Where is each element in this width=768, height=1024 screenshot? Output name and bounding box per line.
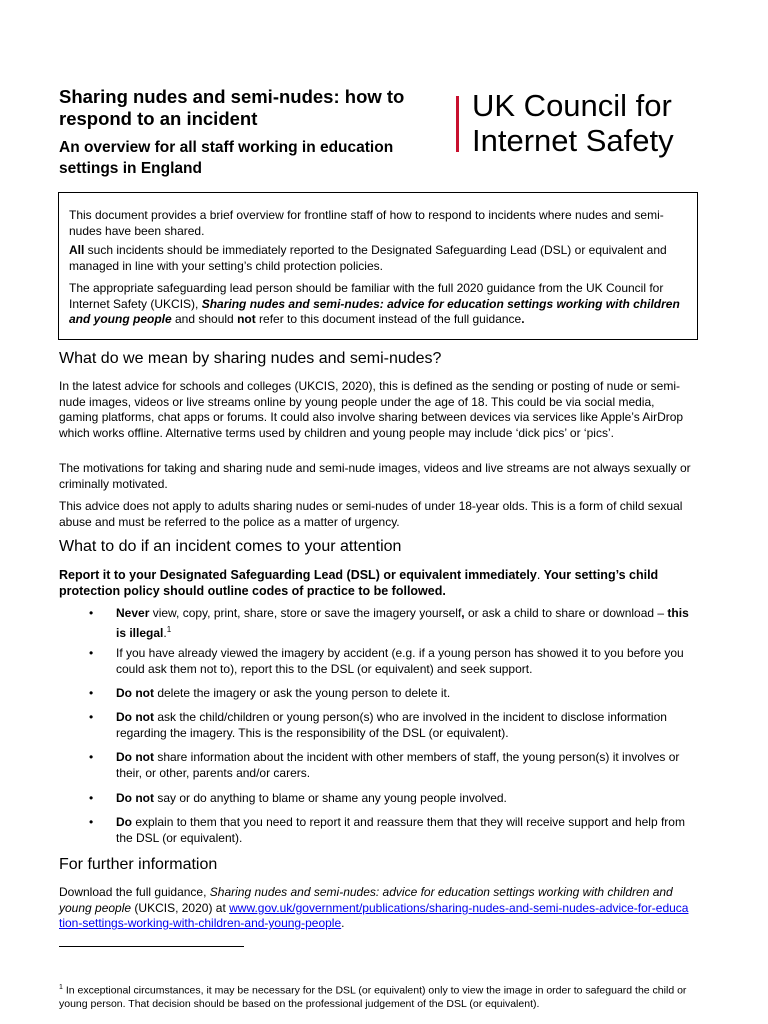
list-item-text	[116, 710, 701, 741]
overview-box	[58, 192, 698, 340]
overview-p3-period: .	[521, 312, 525, 326]
list-item-body: delete the imagery or ask the young person to delete it.	[154, 686, 451, 700]
list-item-emphasis: Do not	[116, 686, 154, 700]
further-info-start: Download the full guidance,	[59, 885, 210, 899]
bullet-icon: •	[89, 646, 94, 660]
list-item-emphasis: Do not	[116, 750, 154, 764]
logo-accent-bar	[456, 96, 459, 152]
further-info-paragraph	[59, 885, 691, 932]
list-item-text	[116, 791, 701, 807]
list-item-body: If you have already viewed the imagery by accident (e.g. if a young person has showed it to you before you could ask them not to), report this to the DSL (or equivalent) and seek support.	[116, 646, 684, 676]
bullet-icon: •	[89, 606, 94, 620]
guidance-link[interactable]: www.gov.uk/government/publications/sharing-nudes-and-semi-nudes-advice-for-education-settings-working-with-children-and-young-people	[59, 900, 689, 930]
list-item-body: say or do anything to blame or shame any young people involved.	[154, 791, 507, 805]
overview-p3-end: refer to this document instead of the full guidance	[255, 312, 522, 326]
list-item-text	[116, 686, 701, 702]
section-heading-definition: What do we mean by sharing nudes and semi-nudes?	[59, 350, 442, 367]
bullet-icon: •	[89, 750, 94, 764]
list-item-body-2: or ask a child to share or download –	[464, 606, 668, 620]
footnote-mark: 1	[59, 984, 63, 991]
list-item-text	[116, 750, 701, 781]
list-item-emphasis: Do not	[116, 791, 154, 805]
incident-lead-text: Report it to your Designated Safeguarding Lead (DSL) or equivalent immediately	[59, 568, 537, 582]
overview-guidance-title: Sharing nudes and semi-nudes: advice for education settings working with children and young people	[69, 296, 680, 326]
document-title: Sharing nudes and semi-nudes: how to respond to an incident	[59, 86, 405, 129]
definition-paragraph-2: The motivations for taking and sharing nude and semi-nude images, videos and live streams are not always sexually or criminally motivated.	[59, 461, 691, 491]
list-item-emphasis-3: this is illegal	[116, 606, 689, 640]
section-heading-further-info: For further information	[59, 856, 218, 873]
overview-paragraph-3	[69, 281, 687, 328]
list-item-body-3: .	[163, 625, 167, 640]
ukcis-logo	[472, 88, 674, 158]
list-item-body: explain to them that you need to report it and reassure them that they will receive support and help from the DSL (or equivalent).	[116, 815, 685, 845]
bullet-icon: •	[89, 815, 94, 829]
logo-line-1: UK Council for	[472, 88, 672, 123]
list-item-text	[116, 646, 701, 677]
incident-lead-dot: .	[536, 568, 541, 582]
overview-p3-mid: and should	[171, 312, 238, 326]
list-item-emphasis: Do not	[116, 710, 154, 724]
footnote	[59, 981, 709, 1011]
incident-lead-paragraph	[59, 568, 691, 599]
list-item-text	[116, 606, 701, 641]
further-info-end: .	[341, 916, 345, 930]
footnote-divider	[59, 946, 244, 947]
document-subtitle: An overview for all staff working in education settings in England	[59, 139, 394, 177]
definition-paragraph-1: In the latest advice for schools and colleges (UKCIS, 2020), this is defined as the sending or posting of nude or semi-nude images, videos or live streams online by young people under the age of 18. This could be via social media, gaming platforms, chat apps or forums. It could also involve sharing between devices via services like Apple’s AirDrop which works offline. Alternative terms used by children and young people may include ‘dick pics’ or ‘pics’.	[59, 379, 684, 440]
list-item-body: view, copy, print, share, store or save the imagery yourself	[149, 606, 462, 620]
list-item-text	[116, 815, 701, 846]
footnote-reference: 1	[166, 624, 172, 634]
list-item-body: share information about the incident with other members of staff, the young person(s) it involves or their, or other, parents and/or carers.	[116, 750, 680, 780]
bullet-icon: •	[89, 791, 94, 805]
bullet-icon: •	[89, 686, 94, 700]
overview-paragraph-2-text: such incidents should be immediately reported to the Designated Safeguarding Lead (DSL) or equivalent and managed in line with your setting’s child protection policies.	[69, 243, 667, 273]
definition-paragraph-3: This advice does not apply to adults sharing nudes or semi-nudes of under 18-year olds. This is a form of child sexual abuse and must be referred to the police as a matter of urgency.	[59, 499, 683, 529]
incident-lead-rest: Your setting’s child protection policy should outline codes of practice to be followed.	[59, 568, 659, 598]
overview-not-emphasis: not	[237, 312, 256, 326]
overview-all-emphasis: All	[69, 243, 85, 257]
overview-paragraph-2	[69, 243, 687, 274]
bullet-icon: •	[89, 710, 94, 724]
list-item-body: ask the child/children or young person(s) who are involved in the incident to disclose information regarding the imagery. This is the responsibility of the DSL (or equivalent).	[116, 710, 667, 740]
further-info-mid: (UKCIS, 2020) at	[131, 900, 230, 915]
overview-p3-start: The appropriate safeguarding lead person should be familiar with the full 2020 guidance from the UK Council for Internet Safety (UKCIS),	[69, 281, 664, 311]
list-item-emphasis-2: ,	[461, 606, 465, 620]
footnote-text: In exceptional circumstances, it may be necessary for the DSL (or equivalent) only to view the image in order to safeguard the child or young person. That decision should be based on the professional judgement of the DSL (or equivalent).	[59, 984, 687, 1010]
further-info-guidance-title: Sharing nudes and semi-nudes: advice for education settings working with children and young people	[59, 885, 673, 915]
overview-paragraph-1: This document provides a brief overview for frontline staff of how to respond to incidents where nudes and semi-nudes have been shared.	[69, 208, 664, 238]
section-heading-incident: What to do if an incident comes to your attention	[59, 538, 402, 555]
logo-line-2: Internet Safety	[472, 123, 674, 158]
list-item-emphasis: Do	[116, 815, 132, 829]
list-item-emphasis: Never	[116, 606, 150, 620]
